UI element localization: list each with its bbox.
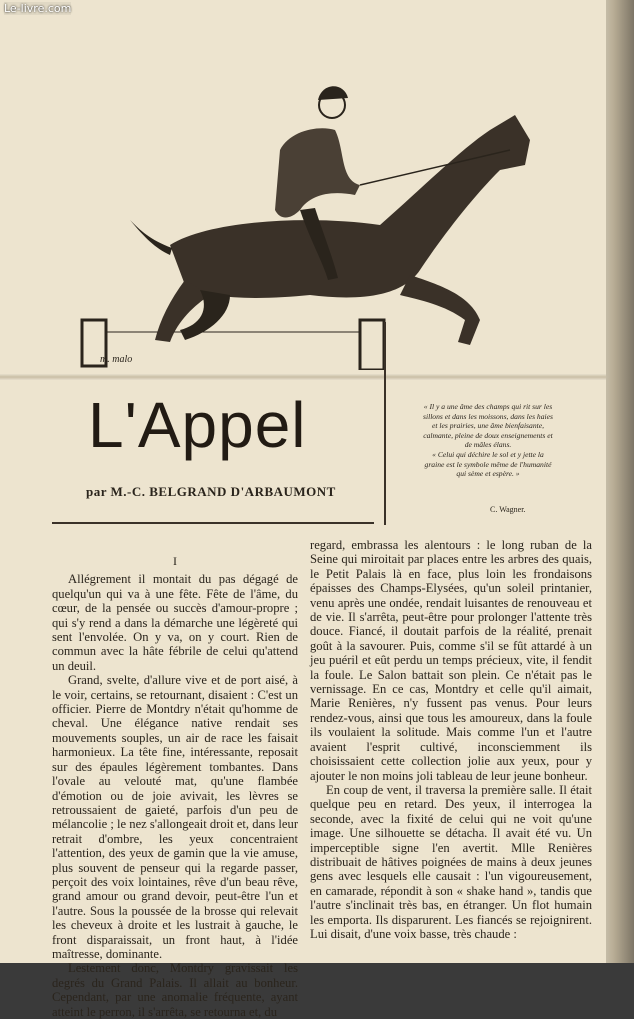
paragraph: Grand, svelte, d'allure vive et de port aisé, à le voir, certains, se retournant, disaient : C'est un officier. Pierre de Montdry n'était qu'homme de cheval. Une élégance native rendait ses mouvements souples, un air de race les faisait harmonieux. La tête fine, intéressante, reposait sur des épaules légèrement tombantes. Dans l'ovale au velouté mat, qu'une flambée d'émotion ou de joie avivait, les lèvres se retroussaient de gaieté, parfois d'un peu de mélancolie ; le nez s'allongeait droit et, dans leur retrait d'ombre, les yeux concentraient l'attention, des yeux de gamin que la vie amuse, plus souvent de penseur qui la regarde passer, perçoit des voix lointaines, rêve d'un beau rêve, grand amour ou grand devoir, peut-être l'un et l'autre. Sous la poussée de la brosse qui relevait les cheveux à droite et les lustrait à gauche, le front disparaissait, un front haut, à l'idée maîtresse, dominante. (52, 673, 299, 961)
text-column-2 (310, 538, 592, 941)
title-frame-line (384, 322, 386, 525)
horse-and-rider-illustration-icon (60, 70, 540, 370)
article-title: L'Appel (88, 389, 307, 461)
paragraph: regard, embrassa les alentours : le long ruban de la Seine qui miroitait par places entre les arbres des quais, le Petit Palais là en face, plus loin les frondaisons épaisses des Champs-Elysées, qu'un soleil printanier, venu après une ondée, rendait luisantes de renouveau et de vie. Il s'arrêta, peut-être pour prolonger l'attente très douce. Fiancé, il doutait parfois de la réalité, prenait goût à la savourer. Puis, comme s'il se fût attardé à un jeu puéril et eût perdu un temps précieux, vite, il fendit la foule. Le Salon battait son plein. Ce n'était pas le vernissage. En ce cas, Montdry et celle qu'il aimait, Marie Renières, n'y fussent pas venus. Pour leurs rendez-vous, ainsi que tous les amoureux, dans la foule ils voulaient la solitude. Mais comme l'un et l'autre avaient l'esprit cultivé, inconsciemment ils choisissaient cette collection jolie aux yeux, pour y ajouter le non moins joli tableau de leur jeune bonheur. (310, 538, 592, 783)
epigraph-paragraph: « Celui qui déchire le sol et y jette la graine est le symbole même de l'humanité qui sème et espère. » (424, 449, 552, 479)
epigraph-paragraph: « Il y a une âme des champs qui rit sur les sillons et dans les moissons, dans les haies et les prairies, une âme bienfaisante, calmante, pleine de doux enseignements et de mâles élans. (423, 402, 553, 450)
text-column-1 (52, 554, 298, 1019)
article-byline: par M.-C. BELGRAND D'ARBAUMONT (86, 484, 336, 499)
paragraph: En coup de vent, il traversa la première salle. Il était quelque peu en retard. Des yeux, il interrogea la seconde, avec la fixité de celui qui ne voit qu'une image. Une silhouette se détacha. Il avait été vu. Un imperceptible signe l'en avertit. Mlle Renières distribuait de hâtives poignées de mains à deux jeunes gens avec lesquels elle causait : l'un vigoureusement, en camarade, répondit à son « shake hand », tandis que l'autre s'inclinait très bas, en étranger. Un flot humain les emporta. Ils disparurent. Les fiancés se rejoignirent. Lui disait, d'une voix basse, très chaude : (310, 782, 592, 941)
watermark: Le-livre.com (4, 2, 72, 15)
title-rule (52, 522, 374, 524)
epigraph (422, 402, 554, 479)
epigraph-author: C. Wagner. (490, 505, 526, 514)
paper-fold-band (0, 374, 606, 380)
paragraph: Allégrement il montait du pas dégagé de quelqu'un qui va à une fête. Fête de l'âme, du cœur, de la pensée ou succès d'amour-propre ; qui s'y rend a dans la démarche une légèreté qui sent l'envolée. On y va, on y court. Rien de commun avec la hâte fébrile de celui qu'attend un deuil. (52, 572, 298, 673)
paragraph: Lestement donc, Montdry gravissait les degrés du Grand Palais. Il allait au bonheur. Cependant, par une anomalie fréquente, ayant atteint le perron, il s'arrêta, se retourna et, du (52, 961, 298, 1019)
svg-text:m. malo: m. malo (100, 354, 133, 365)
section-numeral: I (173, 554, 177, 568)
